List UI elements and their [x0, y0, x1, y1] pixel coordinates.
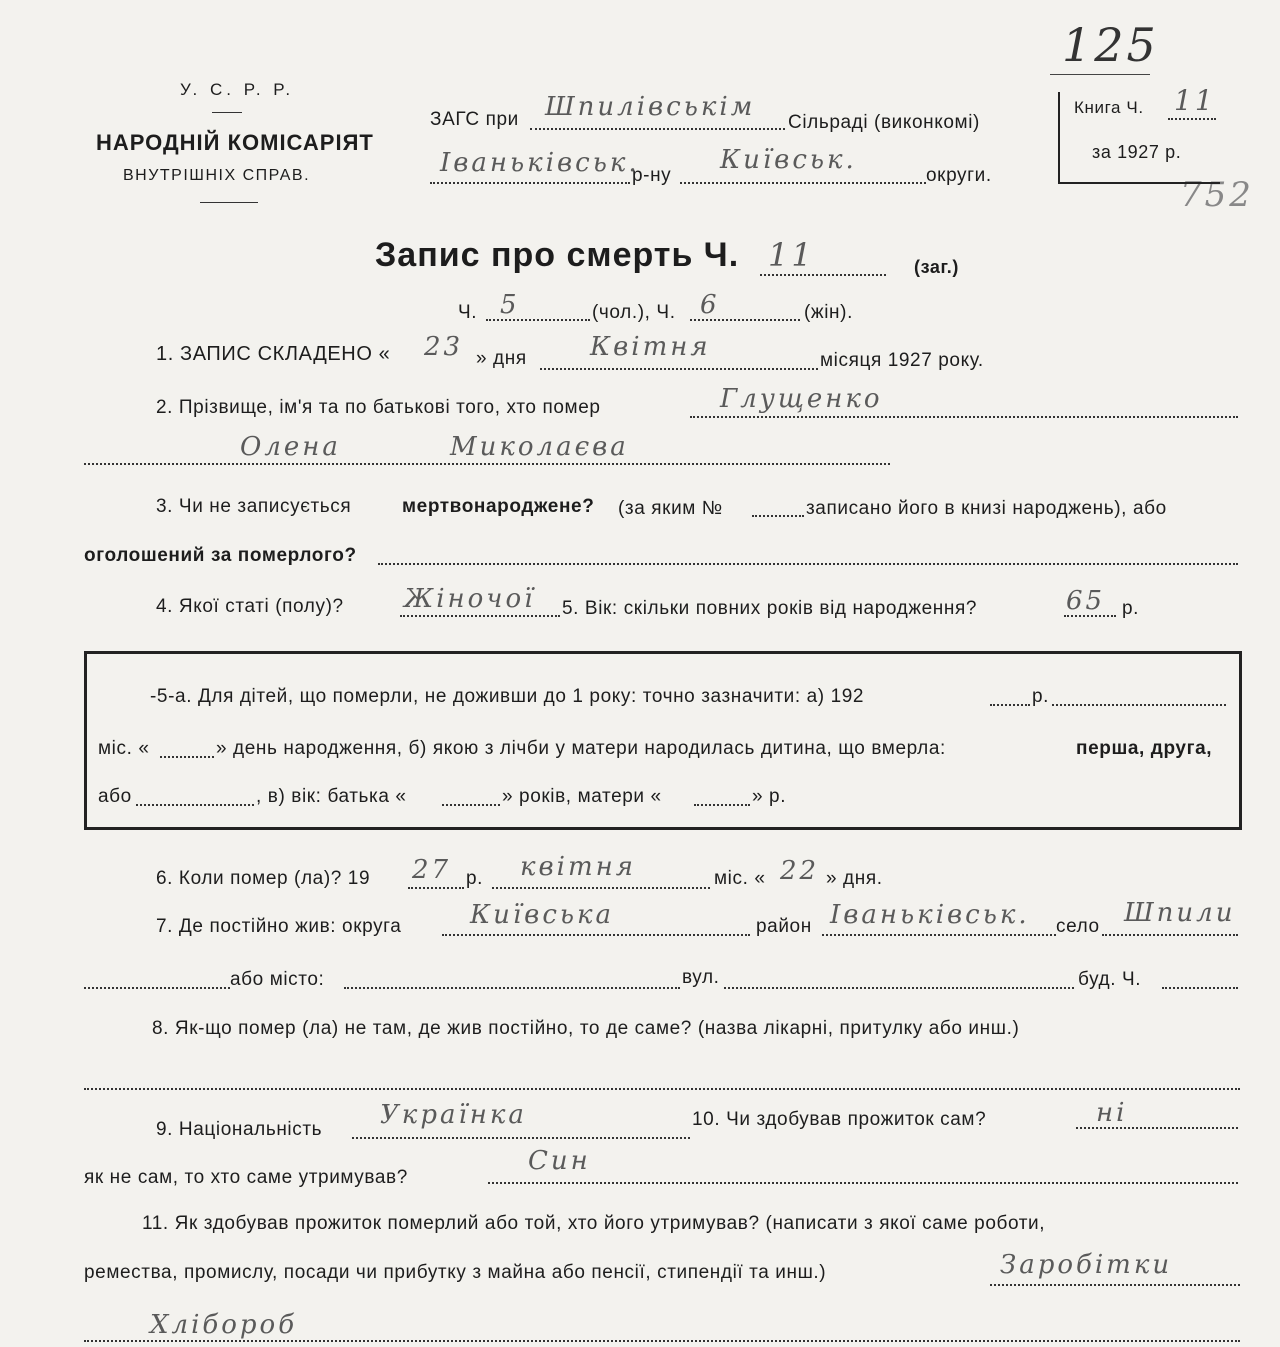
- field-line: [752, 515, 804, 517]
- q11-line1: 11. Як здобував прожиток померлий або той, хто його утримував? (написати з якої саме роботи,: [142, 1213, 1046, 1234]
- q10-label: 10. Чи здобував прожиток сам?: [692, 1109, 987, 1130]
- q7-selo-handwritten: Шпили: [1124, 898, 1236, 928]
- q10b-supporter-handwritten: Син: [528, 1146, 591, 1176]
- ministry-subtitle: ВНУТРІШНІХ СПРАВ.: [123, 167, 311, 184]
- q5a-line3-b: , в) вік: батька «: [256, 786, 407, 807]
- zags-village-handwritten: Шпилівськім: [545, 92, 756, 122]
- field-line: [822, 934, 1056, 936]
- field-line: [136, 804, 254, 806]
- q1-label: 1. ЗАПИС СКЛАДЕНО «: [156, 343, 391, 365]
- q7-label: 7. Де постійно жив: округа: [156, 916, 402, 937]
- field-line: [1064, 615, 1116, 617]
- q2-label: 2. Прізвище, ім'я та по батькові того, хто помер: [156, 397, 601, 418]
- women-count-handwritten: 6: [700, 290, 720, 320]
- field-line: [1168, 118, 1216, 120]
- field-line: [400, 615, 560, 617]
- q5a-line3-d: » р.: [752, 786, 787, 807]
- q4-label: 4. Якої статі (полу)?: [156, 596, 344, 617]
- q6-mis: міс. «: [714, 868, 766, 889]
- q5-label: 5. Вік: скільки повних років від народження?: [562, 598, 978, 619]
- field-line: [990, 1284, 1240, 1286]
- q3-label-a: 3. Чи не записується: [156, 496, 352, 517]
- q10-answer-handwritten: ні: [1096, 1098, 1128, 1128]
- q11-answer2-handwritten: Хлібороб: [150, 1310, 298, 1340]
- page-number-handwritten: 125: [1062, 18, 1159, 72]
- field-line: [84, 1088, 1240, 1090]
- field-line: [408, 887, 464, 889]
- q6-month-handwritten: квітня: [520, 852, 636, 882]
- q10b-label: як не сам, то хто саме утримував?: [84, 1167, 408, 1188]
- field-line: [492, 887, 710, 889]
- q2-name-handwritten: Олена: [240, 432, 341, 462]
- q2-patronymic-handwritten: Миколаєва: [450, 432, 629, 462]
- field-line: [430, 182, 630, 184]
- q7-rayon-label: район: [756, 916, 812, 937]
- divider: [212, 112, 242, 113]
- field-line: [486, 319, 590, 321]
- zags-prefix: ЗАГС при: [430, 109, 519, 130]
- q7-selo-label: село: [1056, 916, 1100, 937]
- field-line: [760, 274, 886, 276]
- field-line: [84, 463, 890, 465]
- book-label: Книга Ч.: [1074, 98, 1144, 117]
- q7-bud-label: буд. Ч.: [1078, 969, 1142, 990]
- q5a-line2-a: міс. «: [98, 738, 150, 759]
- q4-sex-handwritten: Жіночої: [404, 584, 536, 614]
- field-line: [352, 1137, 690, 1139]
- field-line: [1052, 704, 1226, 706]
- q3-label-c: записано його в книзі народжень), або: [806, 498, 1167, 519]
- field-line: [990, 704, 1030, 706]
- q3-stillborn: мертвонароджене?: [402, 496, 595, 517]
- q5a-line3-a: або: [98, 786, 132, 807]
- field-line: [442, 934, 750, 936]
- zags-okrug-suffix: округи.: [926, 165, 992, 186]
- q3-label-b: (за яким №: [618, 498, 723, 519]
- field-line: [530, 128, 785, 130]
- field-line: [540, 368, 818, 370]
- record-title: Запис про смерть Ч.: [375, 236, 740, 274]
- q7-misto-label: або місто:: [230, 969, 325, 990]
- q1-mid: » дня: [476, 348, 527, 369]
- q7-rayon-handwritten: Іваньківськ.: [830, 900, 1030, 930]
- field-line: [378, 563, 1238, 565]
- field-line: [488, 1182, 1238, 1184]
- q7-vul-label: вул.: [682, 967, 720, 988]
- record-number-handwritten: 11: [768, 236, 815, 274]
- field-line: [1162, 987, 1238, 989]
- q8-label: 8. Як-що помер (ла) не там, де жив постійно, то де саме? (назва лікарні, притулку або инш.): [152, 1018, 1020, 1039]
- q5-age-handwritten: 65: [1066, 586, 1106, 616]
- zags-village-suffix: Сільраді (виконкомі): [788, 112, 980, 133]
- q6-day-end: » дня.: [826, 868, 883, 889]
- q6-label: 6. Коли помер (ла)? 19: [156, 868, 371, 889]
- field-line: [1102, 934, 1238, 936]
- record-title-suffix: (заг.): [914, 257, 960, 277]
- q7-okrug-handwritten: Київська: [470, 900, 615, 930]
- field-line: [690, 319, 800, 321]
- divider: [200, 202, 258, 203]
- q5a-line2-b: » день народження, б) якою з лічби у матери народилась дитина, що вмерла:: [216, 738, 946, 759]
- q1-tail: місяця 1927 року.: [820, 350, 984, 371]
- zags-district-suffix: р-ну: [632, 165, 672, 186]
- zags-okrug-handwritten: Київськ.: [720, 145, 857, 175]
- ministry-title: НАРОДНІЙ КОМІСАРІЯТ: [96, 130, 374, 155]
- men-count-suffix: (чол.), Ч.: [592, 302, 676, 323]
- men-count-handwritten: 5: [500, 290, 520, 320]
- underline: [1050, 74, 1150, 75]
- q11-line2: ремества, промислу, посади чи прибутку з майна або пенсії, стипендії та инш.): [84, 1262, 827, 1283]
- margin-note-handwritten: 752: [1180, 175, 1254, 215]
- field-line: [694, 804, 750, 806]
- men-count-prefix: Ч.: [458, 302, 478, 323]
- q5a-first-second: перша, друга,: [1076, 738, 1213, 759]
- q9-nationality-handwritten: Українка: [380, 1100, 527, 1130]
- book-year: за 1927 р.: [1092, 142, 1182, 162]
- field-line: [160, 756, 214, 758]
- field-line: [724, 987, 1074, 989]
- field-line: [442, 804, 500, 806]
- q5a-line3-c: » років, матери «: [502, 786, 662, 807]
- q5a-line1: -5-а. Для дітей, що померли, не доживши до 1 року: точно зазначити: а) 192: [150, 686, 865, 707]
- q2-surname-handwritten: Глущенко: [720, 384, 883, 414]
- book-number-handwritten: 11: [1174, 84, 1216, 117]
- q11-answer1-handwritten: Заробітки: [1000, 1250, 1173, 1280]
- q6-r: р.: [466, 868, 484, 889]
- q1-day-handwritten: 23: [424, 332, 464, 362]
- q1-month-handwritten: Квітня: [590, 332, 711, 362]
- q6-day-handwritten: 22: [780, 856, 820, 886]
- field-line: [84, 1340, 1240, 1342]
- republic-label: У. С. Р. Р.: [180, 80, 295, 99]
- field-line: [680, 182, 926, 184]
- q9-label: 9. Національність: [156, 1119, 323, 1140]
- q5-age-unit: р.: [1122, 598, 1140, 619]
- q5a-line1-end: р.: [1032, 686, 1050, 707]
- q6-year-handwritten: 27: [412, 855, 452, 885]
- zags-district-handwritten: Іваньківськ.: [440, 148, 640, 178]
- field-line: [690, 416, 1238, 418]
- field-line: [84, 987, 230, 989]
- q3-declared-dead: оголошений за померлого?: [84, 545, 357, 566]
- women-count-suffix: (жін).: [804, 302, 853, 323]
- field-line: [344, 987, 680, 989]
